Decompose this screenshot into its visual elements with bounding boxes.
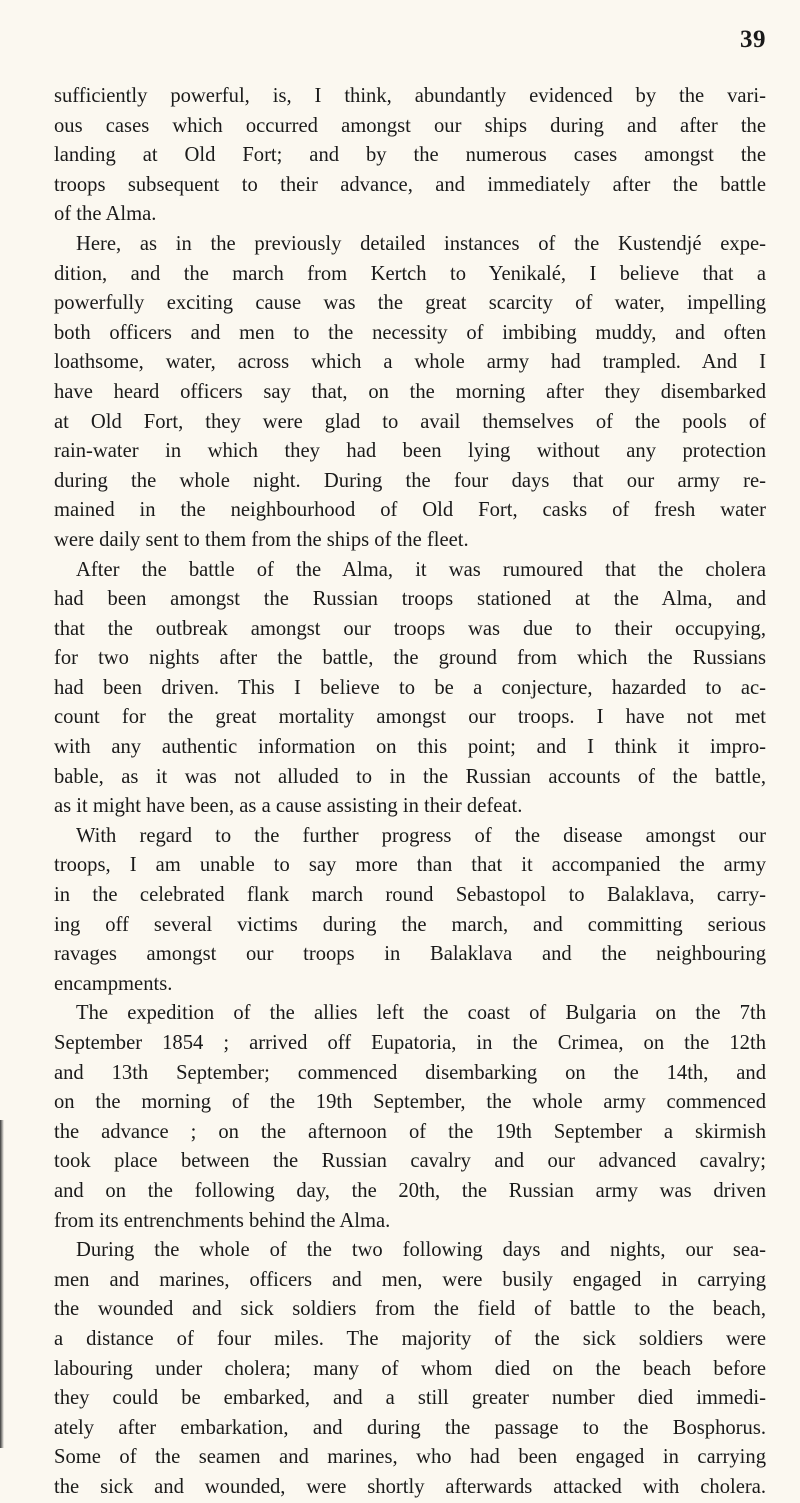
text-line: loathsome, water, across which a whole army had trampled. And I: [54, 351, 766, 374]
text-line: and 13th September; commenced disembarking on the 14th, and: [54, 1061, 766, 1084]
text-line: the sick and wounded, were shortly afterwards attacked with cholera.: [54, 1475, 766, 1498]
text-line: a distance of four miles. The majority of the sick soldiers were: [54, 1327, 766, 1350]
page-number: 39: [740, 26, 766, 53]
text-line: in the celebrated flank march round Sebastopol to Balaklava, carry-: [54, 884, 766, 907]
text-line: During the whole of the two following days and nights, our sea-: [76, 1239, 766, 1262]
text-line: Some of the seamen and marines, who had been engaged in carrying: [54, 1446, 766, 1469]
text-line: on the morning of the 19th September, the whole army commenced: [54, 1091, 766, 1114]
text-line: sufficiently powerful, is, I think, abundantly evidenced by the vari-: [54, 85, 766, 107]
text-line: labouring under cholera; many of whom died on the beach before: [54, 1357, 766, 1380]
text-line: both officers and men to the necessity of imbibing muddy, and often: [54, 321, 766, 344]
text-line: at Old Fort, they were glad to avail themselves of the pools of: [54, 410, 766, 433]
text-line: from its entrenchments behind the Alma.: [54, 1209, 391, 1232]
text-line: The expedition of the allies left the coast of Bulgaria on the 7th: [76, 1002, 766, 1025]
text-line: with any authentic information on this point; and I think it impro-: [54, 736, 766, 759]
text-line: of the Alma.: [54, 203, 157, 226]
text-line: bable, as it was not alluded to in the Russian accounts of the battle,: [54, 765, 766, 788]
text-line: during the whole night. During the four days that our army re-: [54, 469, 766, 492]
text-line: ately after embarkation, and during the passage to the Bosphorus.: [54, 1416, 766, 1439]
text-line: count for the great mortality amongst our troops. I have not met: [54, 706, 766, 729]
text-line: September 1854 ; arrived off Eupatoria, in the Crimea, on the 12th: [54, 1032, 766, 1054]
text-line: mained in the neighbourhood of Old Fort, casks of fresh water: [54, 499, 766, 522]
text-line: ing off several victims during the march, and committing serious: [54, 913, 766, 936]
text-line: for two nights after the battle, the ground from which the Russians: [54, 647, 766, 670]
text-line: After the battle of the Alma, it was rumoured that the cholera: [76, 558, 766, 581]
text-line: dition, and the march from Kertch to Yenikalé, I believe that a: [54, 262, 766, 285]
text-line: have heard officers say that, on the morning after they disembarked: [54, 380, 766, 403]
text-line: encampments.: [54, 972, 173, 995]
text-line: as it might have been, as a cause assisting in their defeat.: [54, 795, 523, 818]
text-line: ous cases which occurred amongst our ships during and after the: [54, 114, 766, 137]
text-line: and on the following day, the 20th, the Russian army was driven: [54, 1179, 766, 1202]
text-line: men and marines, officers and men, were busily engaged in carrying: [54, 1268, 766, 1291]
text-line: the advance ; on the afternoon of the 19th September a skirmish: [54, 1120, 766, 1143]
text-line: landing at Old Fort; and by the numerous cases amongst the: [54, 144, 766, 167]
body-text: [54, 82, 766, 1503]
text-line: rain-water in which they had been lying without any protection: [54, 440, 766, 463]
text-line: powerfully exciting cause was the great scarcity of water, impelling: [54, 292, 766, 315]
text-line: troops, I am unable to say more than that it accompanied the army: [54, 854, 766, 877]
text-line: had been amongst the Russian troops stationed at the Alma, and: [54, 588, 766, 611]
text-line: the wounded and sick soldiers from the field of battle to the beach,: [54, 1298, 766, 1321]
text-line: were daily sent to them from the ships of the fleet.: [54, 528, 469, 551]
page-edge-shadow: [0, 1120, 4, 1448]
text-line: ravages amongst our troops in Balaklava and the neighbouring: [54, 943, 766, 966]
text-line: troops subsequent to their advance, and immediately after the battle: [54, 173, 766, 196]
text-line: took place between the Russian cavalry and our advanced cavalry;: [54, 1150, 766, 1173]
text-line: had been driven. This I believe to be a conjecture, hazarded to ac-: [54, 676, 766, 699]
text-line: With regard to the further progress of the disease amongst our: [76, 824, 766, 847]
text-line: that the outbreak amongst our troops was due to their occupying,: [54, 617, 766, 640]
text-line: they could be embarked, and a still greater number died immedi-: [54, 1387, 766, 1410]
text-line: Here, as in the previously detailed instances of the Kustendjé expe-: [76, 232, 766, 255]
